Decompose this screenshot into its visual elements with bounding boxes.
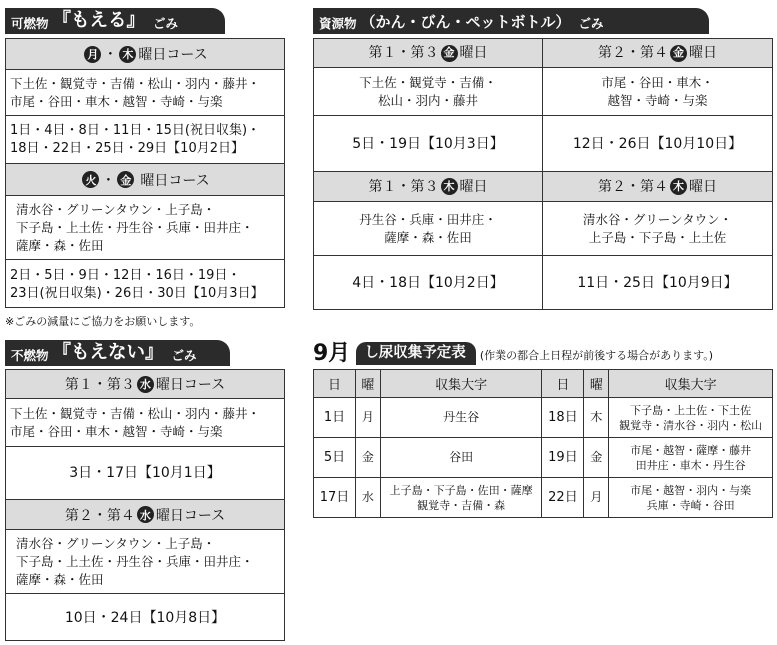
area-line: 清水谷・グリーンタウン・上子島・ <box>16 535 216 551</box>
area-line: 観覚寺・吉備・森 <box>417 498 506 512</box>
area-line: 丹生谷 <box>443 410 480 424</box>
area-cell <box>609 398 773 438</box>
date-line: 11日・25日【10月9日】 <box>577 274 738 291</box>
date-line: 10日・24日【10月8日】 <box>64 610 226 626</box>
burnable-category: 可燃物 <box>11 16 49 31</box>
area-line: 清水谷・グリーンタウン・ <box>582 211 733 227</box>
area-line: 市尾・越智・羽内・与楽 <box>630 483 752 497</box>
area-line: 市尾・谷田・車木・ <box>601 74 714 90</box>
resource-h2 <box>542 39 772 67</box>
week-label: 第１・第３ <box>64 377 135 393</box>
course-label: 曜日コース <box>138 47 208 63</box>
schedule-note: (作業の都合上日程が前後する場合があります。) <box>479 349 714 362</box>
nonburnable-tab <box>5 340 230 366</box>
burnable-course2-dates <box>6 259 284 309</box>
burnable-gomi: ごみ <box>153 16 179 31</box>
resource-a2 <box>542 67 772 115</box>
fri-day-icon: 金 <box>441 45 458 62</box>
area-cell <box>609 478 773 518</box>
area-cell <box>380 398 542 438</box>
thu-day-icon: 木 <box>670 178 687 195</box>
nonburnable-course1-dates <box>6 446 284 499</box>
area-line: 下子島・上土佐・下土佐 <box>630 403 752 417</box>
mon-day-icon: 月 <box>84 46 101 63</box>
nonburnable-course2-header <box>6 499 284 529</box>
area-line: 薩摩・森・佐田 <box>16 571 104 587</box>
date-line: 4日・18日【10月2日】 <box>352 274 504 291</box>
day-cell: 19日 <box>542 438 584 478</box>
schedule-title: し尿収集予定表 <box>356 342 476 365</box>
weekday-cell: 金 <box>584 438 609 478</box>
burnable-title: 『もえる』 <box>52 10 146 31</box>
week-label: 第２・第４ <box>64 507 135 524</box>
burnable-course1-header: 月 ・ 木 曜日コース <box>6 39 284 69</box>
resource-a1 <box>314 67 542 115</box>
date-line: 1日・4日・8日・11日・15日(祝日収集)・ <box>10 122 261 138</box>
date-line: 18日・22日・25日・29日【10月2日】 <box>10 140 244 156</box>
tue-day-icon: 火 <box>82 171 99 188</box>
thu-day-icon: 木 <box>119 46 136 63</box>
weekday-cell: 水 <box>355 478 380 518</box>
header-area: 収集大字 <box>609 370 773 398</box>
area-line: 観覚寺・清水谷・羽内・松山 <box>619 418 763 432</box>
wed-day-icon: 水 <box>137 506 154 523</box>
resource-dt1 <box>314 115 542 171</box>
resource-title: （かん・びん・ペットボトル） <box>360 13 571 31</box>
nonburnable-box <box>5 369 285 641</box>
burnable-course1-areas <box>6 69 284 115</box>
nonburnable-gomi: ごみ <box>171 348 197 363</box>
area-line: 越智・寺崎・与楽 <box>607 92 708 108</box>
area-line: 下土佐・観覚寺・吉備・松山・羽内・藤井・ <box>10 75 261 91</box>
weekday-cell: 木 <box>584 398 609 438</box>
date-line: 2日・5日・9日・12日・16日・19日・ <box>10 267 241 283</box>
week-label: 第２・第４ <box>598 178 668 195</box>
header-weekday: 曜 <box>355 370 380 398</box>
resource-tab <box>313 8 709 34</box>
area-line: 兵庫・寺崎・谷田 <box>646 498 735 512</box>
area-line: 市尾・越智・薩摩・藤井 <box>630 443 752 457</box>
area-cell <box>609 438 773 478</box>
course-label: 曜日コース <box>155 507 226 524</box>
resource-a3 <box>314 201 542 255</box>
header-day: 日 <box>542 370 584 398</box>
nonburnable-course1-header <box>6 370 284 398</box>
resource-h1 <box>314 39 542 67</box>
header-weekday: 曜 <box>584 370 609 398</box>
area-line: 下土佐・観覚寺・吉備・松山・羽内・藤井・ <box>10 405 261 421</box>
date-line: 12日・26日【10月10日】 <box>572 135 743 152</box>
burnable-box <box>5 38 285 308</box>
date-line: 23日(祝日収集)・26日・30日【10月3日】 <box>10 285 264 301</box>
resource-dt2 <box>542 115 772 171</box>
table-row <box>314 438 773 478</box>
date-line: 5日・19日【10月3日】 <box>352 135 504 152</box>
fri-day-icon: 金 <box>117 171 134 188</box>
area-line: 下子島・上土佐・丹生谷・兵庫・田井庄・ <box>16 219 254 235</box>
area-line: 清水谷・グリーンタウン・上子島・ <box>16 201 216 217</box>
area-line: 薩摩・森・佐田 <box>384 229 472 245</box>
resource-h3 <box>314 171 542 201</box>
area-line: 市尾・谷田・車木・越智・寺崎・与楽 <box>10 423 223 439</box>
burnable-tab <box>5 8 225 34</box>
weekday-cell: 月 <box>355 398 380 438</box>
area-line: 松山・羽内・藤井 <box>377 92 478 108</box>
week-label: 第２・第４ <box>598 45 668 61</box>
nonburnable-category: 不燃物 <box>11 348 49 363</box>
area-line: 薩摩・森・佐田 <box>16 237 104 253</box>
resource-dt4 <box>542 255 772 309</box>
nonburnable-course1-areas <box>6 398 284 446</box>
day-label: 曜日 <box>689 178 717 195</box>
resource-category: 資源物 <box>319 16 357 31</box>
weekday-cell: 金 <box>355 438 380 478</box>
resource-dt3 <box>314 255 542 309</box>
day-cell: 18日 <box>542 398 584 438</box>
nonburnable-course2-dates <box>6 593 284 642</box>
table-header-row <box>314 370 773 398</box>
fri-day-icon: 金 <box>670 45 687 62</box>
area-line: 下土佐・観覚寺・吉備・ <box>359 74 497 90</box>
week-label: 第１・第３ <box>368 178 439 195</box>
area-line: 田井庄・車木・丹生谷 <box>635 458 746 472</box>
area-line: 丹生谷・兵庫・田井庄・ <box>359 211 497 227</box>
day-label: 曜日 <box>459 45 488 61</box>
area-line: 下子島・上土佐・丹生谷・兵庫・田井庄・ <box>16 553 254 569</box>
course-label: 曜日コース <box>155 377 226 393</box>
night-soil-title <box>313 342 713 365</box>
month-label: 9月 <box>313 341 351 366</box>
area-cell <box>380 438 542 478</box>
week-label: 第１・第３ <box>368 45 439 61</box>
table-row <box>314 398 773 438</box>
weekday-cell: 月 <box>584 478 609 518</box>
burnable-course2-areas <box>6 195 284 259</box>
burnable-course1-dates <box>6 115 284 163</box>
resource-gomi: ごみ <box>578 16 604 31</box>
day-cell: 22日 <box>542 478 584 518</box>
date-line: 3日・17日【10月1日】 <box>69 465 221 481</box>
wed-day-icon: 水 <box>137 376 154 393</box>
burnable-course2-header: 火 ・ 金 曜日コース <box>6 163 284 195</box>
area-line: 上子島・下子島・佐田・薩摩 <box>389 483 533 497</box>
header-day: 日 <box>314 370 356 398</box>
area-line: 市尾・谷田・車木・越智・寺崎・与楽 <box>10 93 223 109</box>
day-label: 曜日 <box>689 45 717 61</box>
day-cell: 17日 <box>314 478 356 518</box>
nonburnable-course2-areas <box>6 529 284 593</box>
course-label: 曜日コース <box>140 172 210 189</box>
area-cell <box>380 478 542 518</box>
area-line: 谷田 <box>449 450 474 464</box>
area-line: 上子島・下子島・上土佐 <box>588 229 727 245</box>
day-cell: 1日 <box>314 398 356 438</box>
nonburnable-title: 『もえない』 <box>52 342 164 363</box>
day-cell: 5日 <box>314 438 356 478</box>
header-area: 収集大字 <box>380 370 542 398</box>
day-label: 曜日 <box>459 178 488 195</box>
thu-day-icon: 木 <box>441 178 458 195</box>
reduction-note: ※ごみの減量にご協力をお願いします。 <box>5 315 201 328</box>
resource-h4 <box>542 171 772 201</box>
resource-a4 <box>542 201 772 255</box>
table-row <box>314 478 773 518</box>
resource-grid <box>313 38 773 310</box>
night-soil-table <box>313 369 773 518</box>
